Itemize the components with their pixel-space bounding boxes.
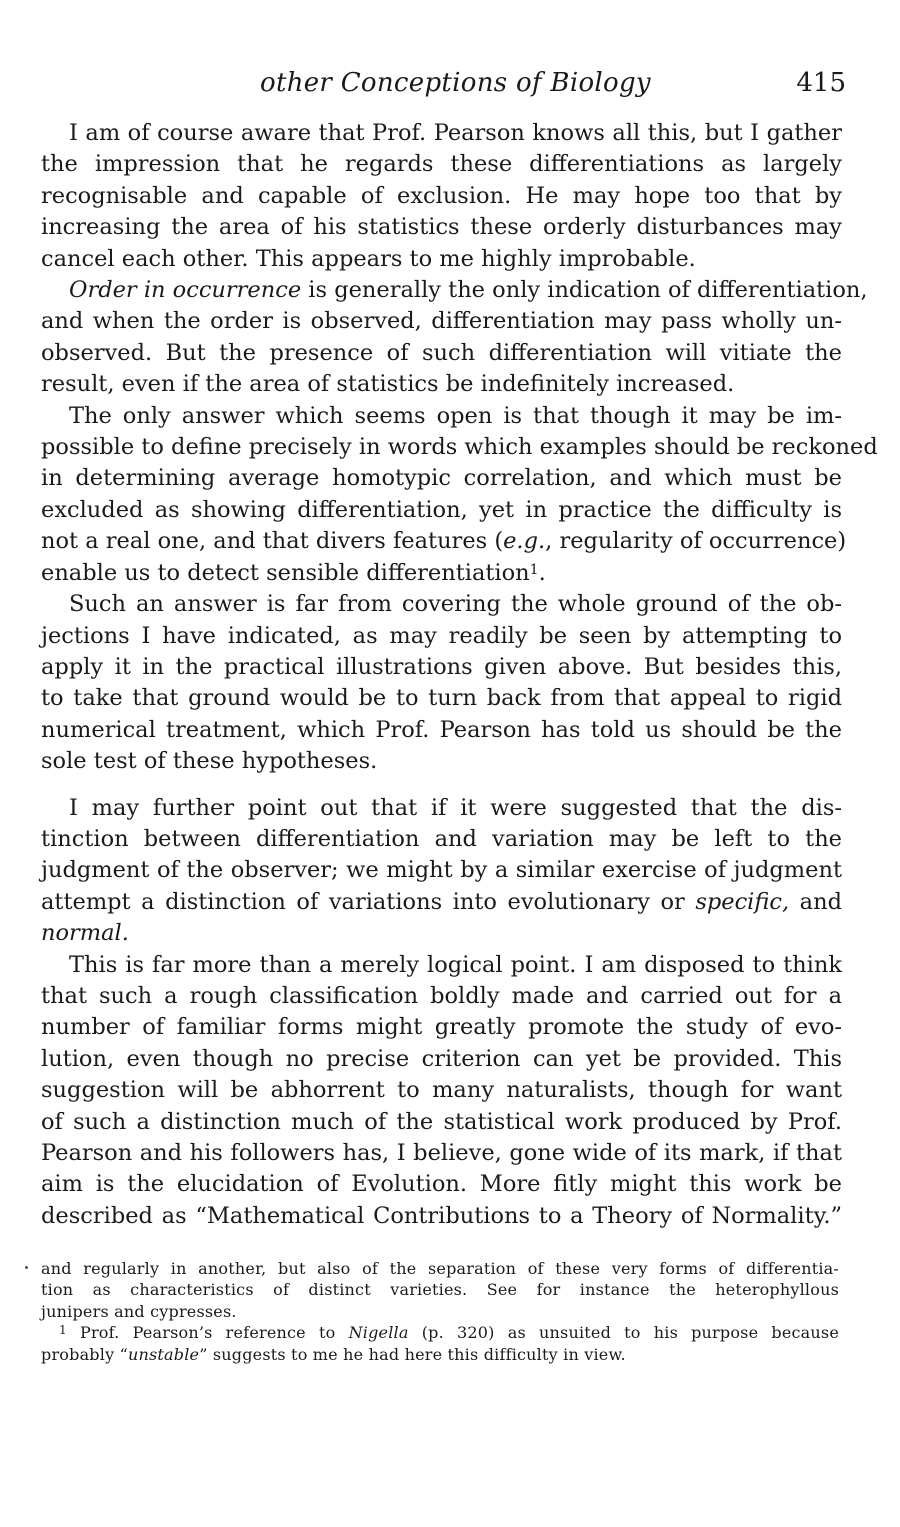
running-head (40, 66, 846, 102)
footnote-1-line (41, 1344, 839, 1365)
text-line: I am of course aware that Prof. Pearson knows all this, but I gather (69, 120, 842, 146)
text-line (41, 918, 842, 949)
italic-phrase: unstable (127, 1344, 200, 1364)
main-text (41, 118, 878, 1232)
text-line: possible to define precisely in words which examples should be reckoned (41, 434, 878, 461)
footnote-continuation-mark (25, 1266, 28, 1269)
text-line (41, 275, 868, 306)
section-gap (41, 778, 842, 793)
paragraph-1 (41, 118, 842, 275)
italic-phrase: e.g. (503, 528, 546, 555)
text-line: the impression that he regards these differentiations as largely (41, 151, 842, 178)
text-line: tinction between differentiation and variation may be left to the (41, 825, 842, 852)
text-line: Pearson and his followers has, I believe, gone wide of its mark, if that (41, 1140, 842, 1166)
text-line: that such a rough classification boldly made and carried out for a (41, 982, 842, 1009)
footnotes (41, 1258, 839, 1365)
text-run: enable us to detect sensible differentiation (41, 559, 530, 586)
footnote-ref-1[interactable]: 1 (529, 561, 539, 578)
text-line: increasing the area of his statistics these orderly disturbances may (41, 214, 842, 241)
text-run: attempt a distinction of variations into evolutionary or (41, 888, 696, 915)
text-run: probably “ (41, 1344, 128, 1364)
text-run: ” suggests to me he had here this difficulty in view. (199, 1344, 626, 1364)
italic-phrase: specific, (695, 888, 790, 915)
paragraph-3 (41, 401, 878, 589)
text-line: result, even if the area of statistics be indefinitely increased. (41, 371, 735, 398)
footnote-line: junipers and cypresses. (41, 1301, 237, 1321)
text-line: numerical treatment, which Prof. Pearson has told us should be the (41, 716, 842, 743)
italic-phrase: Order in occurrence (69, 277, 302, 304)
text-line: recognisable and capable of exclusion. He may hope too that by (41, 182, 842, 209)
text-line: jections I have indicated, as may readily be seen by attempting to (41, 622, 842, 649)
text-line: excluded as showing differentiation, yet in practice the difficulty is (41, 496, 842, 523)
page-number: 415 (796, 68, 846, 98)
text-run: Prof. Pearson’s reference to (66, 1323, 349, 1343)
text-line: The only answer which seems open is that though it may be im- (69, 402, 842, 429)
paragraph-6 (41, 950, 842, 1233)
text-line: judgment of the observer; we might by a similar exercise of judgment (41, 857, 842, 884)
text-line: to take that ground would be to turn back from that appeal to rigid (41, 685, 842, 712)
footnote-line: and regularly in another, but also of the separation of these very forms of differentia- (41, 1259, 839, 1278)
italic-phrase: Nigella (348, 1323, 409, 1343)
text-line: lution, even though no precise criterion can yet be provided. This (41, 1045, 842, 1072)
footnote-line: tion as characteristics of distinct varieties. See for instance the heterophyllous (41, 1280, 839, 1300)
paragraph-4 (41, 589, 842, 777)
footnote-1-marker: 1 (59, 1323, 67, 1338)
text-line (41, 558, 842, 589)
text-run: and (789, 888, 842, 915)
paragraph-2 (41, 275, 868, 401)
text-run: (p. 320) as unsuited to his purpose because (408, 1323, 839, 1343)
text-line: suggestion will be abhorrent to many naturalists, though for want (41, 1077, 842, 1104)
text-line: observed. But the presence of such differentiation will vitiate the (41, 339, 842, 366)
text-line: apply it in the practical illustrations given above. But besides this, (41, 653, 842, 680)
italic-phrase: normal. (41, 920, 129, 947)
text-line: cancel each other. This appears to me highly improbable. (41, 245, 696, 272)
text-line: described as “Mathematical Contributions to a Theory of Normality.” (41, 1202, 842, 1229)
text-line: This is far more than a merely logical point. I am disposed to think (69, 951, 842, 978)
text-line: of such a distinction much of the statistical work produced by Prof. (41, 1108, 842, 1135)
footnote-1-line (41, 1322, 839, 1343)
text-line: in determining average homotypic correlation, and which must be (41, 465, 842, 492)
text-line: number of familiar forms might greatly promote the study of evo- (41, 1014, 842, 1041)
text-run: is generally the only indication of differentiation, (301, 277, 868, 304)
running-title: other Conceptions of Biology (260, 68, 651, 98)
text-line: aim is the elucidation of Evolution. More fitly might this work be (41, 1171, 842, 1198)
text-run: not a real one, and that divers features ( (41, 528, 504, 555)
text-line (41, 887, 842, 918)
text-line: I may further point out that if it were suggested that the dis- (69, 794, 842, 821)
text-line: sole test of these hypotheses. (41, 748, 378, 775)
paragraph-5 (41, 793, 842, 950)
text-line: and when the order is observed, differentiation may pass wholly un- (41, 308, 842, 335)
text-run: , regularity of occurrence) (545, 528, 847, 555)
text-line: Such an answer is far from covering the whole ground of the ob- (69, 591, 842, 618)
text-line (41, 526, 847, 557)
text-run: . (538, 559, 546, 586)
